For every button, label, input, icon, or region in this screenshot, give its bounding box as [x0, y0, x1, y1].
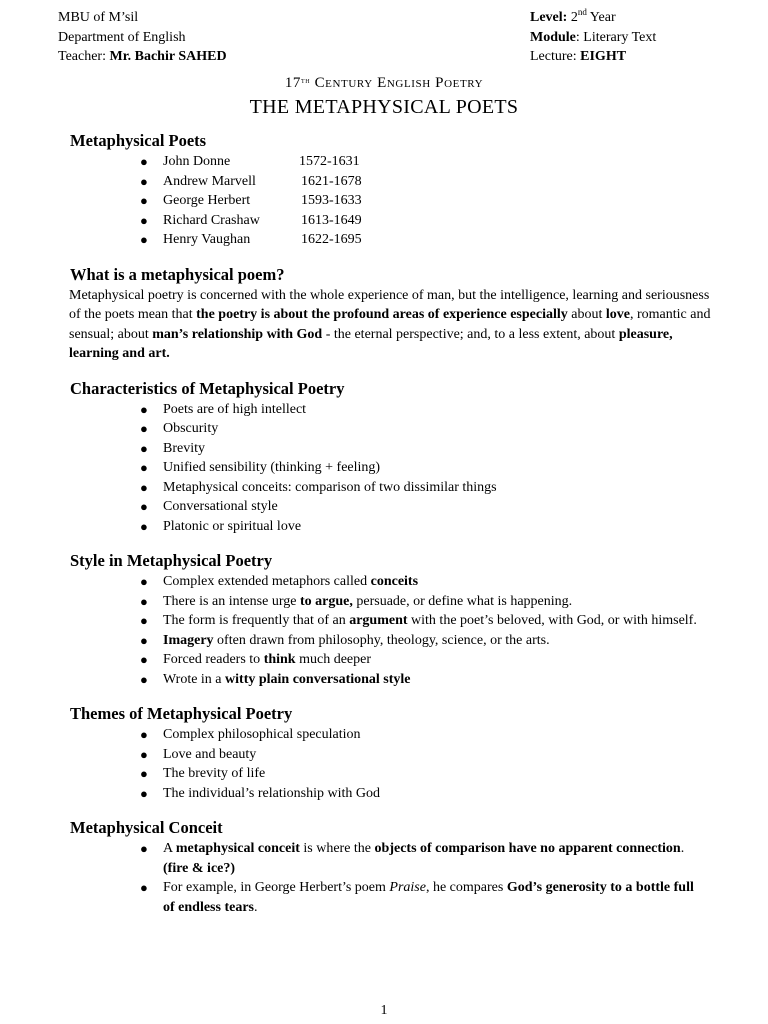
list-item: ● Complex philosophical speculation [140, 725, 720, 745]
lecture: Lecture: EIGHT [530, 49, 627, 64]
header-left [58, 8, 227, 67]
list-item: ● Platonic or spiritual love [140, 517, 720, 537]
characteristics-list [70, 400, 720, 537]
list-item: ● Richard Crashaw 1613-1649 [140, 211, 720, 231]
list-item: ● A metaphysical conceit is where the objects of comparison have no apparent connection. (fire & ice?) [140, 841, 685, 876]
bullet-icon: ● [140, 613, 148, 628]
list-item: ● Wrote in a witty plain conversational style [140, 670, 720, 690]
page-number: 1 [380, 1003, 388, 1018]
bullet-icon: ● [140, 785, 148, 801]
page-subtitle: 17th Century English Poetry [284, 75, 484, 91]
bullet-icon: ● [140, 574, 148, 589]
style-section [70, 550, 720, 689]
list-item: ● John Donne 1572-1631 [140, 152, 720, 172]
list-item: ● Brevity [140, 439, 720, 459]
list-item: ● Love and beauty [140, 745, 720, 765]
poets-list [70, 152, 720, 250]
list-item: ● The brevity of life [140, 764, 720, 784]
bullet-icon: ● [140, 632, 148, 648]
bullet-icon: ● [140, 173, 148, 189]
bullet-icon: ● [140, 727, 148, 742]
bullet-icon: ● [140, 421, 148, 436]
section-heading: Metaphysical Conceit [70, 818, 223, 837]
list-item: ● For example, in George Herbert’s poem Praise, he compares God’s generosity to a bottle full of endless tears. [140, 880, 694, 915]
bullet-icon: ● [140, 499, 148, 514]
list-item: ● George Herbert 1593-1633 [140, 191, 720, 211]
content [70, 130, 720, 931]
bullet-icon: ● [140, 193, 148, 208]
characteristics-section [70, 378, 720, 537]
list-item: ● Complex extended metaphors called conceits [140, 572, 720, 592]
bullet-icon: ● [140, 518, 148, 534]
list-item: ● Forced readers to think much deeper [140, 650, 720, 670]
list-item: ● There is an intense urge to argue, persuade, or define what is happening. [140, 592, 720, 612]
bullet-icon: ● [140, 479, 148, 495]
bullet-icon: ● [140, 440, 148, 456]
list-item: ● Unified sensibility (thinking + feeling) [140, 458, 720, 478]
bullet-icon: ● [140, 652, 148, 667]
list-item: ● Metaphysical conceits: comparison of two dissimilar things [140, 478, 720, 498]
bullet-icon: ● [140, 841, 148, 856]
list-item: ● Imagery often drawn from philosophy, theology, science, or the arts. [140, 631, 720, 651]
list-item: ● The individual’s relationship with God [140, 784, 720, 804]
page-title: THE METAPHYSICAL POETS [249, 96, 519, 118]
section-heading: What is a metaphysical poem? [70, 264, 285, 284]
list-item: ● The form is frequently that of an argument with the poet’s beloved, with God, or with himself. [140, 611, 720, 631]
institution: MBU of M’sil [58, 10, 139, 25]
definition-paragraph: Metaphysical poetry is concerned with the whole experience of man, but the intelligence, learning and seriousness of the poets mean that the poetry is about the profound areas of experience especially about love, romantic and sensual; about man’s relationship with God - the eternal perspective; and, to a less extent, about pleasure, learning and art. [69, 287, 711, 361]
section-heading: Characteristics of Metaphysical Poetry [70, 378, 345, 398]
bullet-icon: ● [140, 746, 148, 762]
conceit-section [70, 817, 720, 917]
department: Department of English [58, 29, 186, 45]
bullet-icon: ● [140, 212, 148, 228]
bullet-icon: ● [140, 154, 148, 169]
list-item: ● Conversational style [140, 497, 720, 517]
level: Level: 2nd Year [530, 7, 616, 25]
list-item: ● Poets are of high intellect [140, 400, 720, 420]
bullet-icon: ● [140, 671, 148, 687]
teacher-name: Mr. Bachir SAHED [109, 49, 227, 64]
style-list [70, 572, 720, 689]
teacher: Teacher: Mr. Bachir SAHED [58, 49, 227, 64]
bullet-icon: ● [140, 880, 148, 895]
header-right [530, 8, 656, 67]
bullet-icon: ● [140, 401, 148, 417]
bullet-icon: ● [140, 232, 148, 247]
list-item: ● Henry Vaughan 1622-1695 [140, 230, 720, 250]
section-heading: Style in Metaphysical Poetry [70, 551, 273, 570]
themes-list [70, 725, 720, 803]
bullet-icon: ● [140, 460, 148, 475]
conceit-list [70, 839, 700, 917]
section-heading: Metaphysical Poets [70, 131, 207, 150]
bullet-icon: ● [140, 593, 148, 609]
module: Module: Literary Text [530, 29, 657, 45]
themes-section [70, 703, 720, 803]
list-item: ● Obscurity [140, 419, 720, 439]
list-item: ● Andrew Marvell 1621-1678 [140, 172, 720, 192]
bullet-icon: ● [140, 766, 148, 781]
section-heading: Themes of Metaphysical Poetry [70, 704, 293, 723]
poets-section [70, 130, 720, 250]
what-section [70, 264, 720, 364]
